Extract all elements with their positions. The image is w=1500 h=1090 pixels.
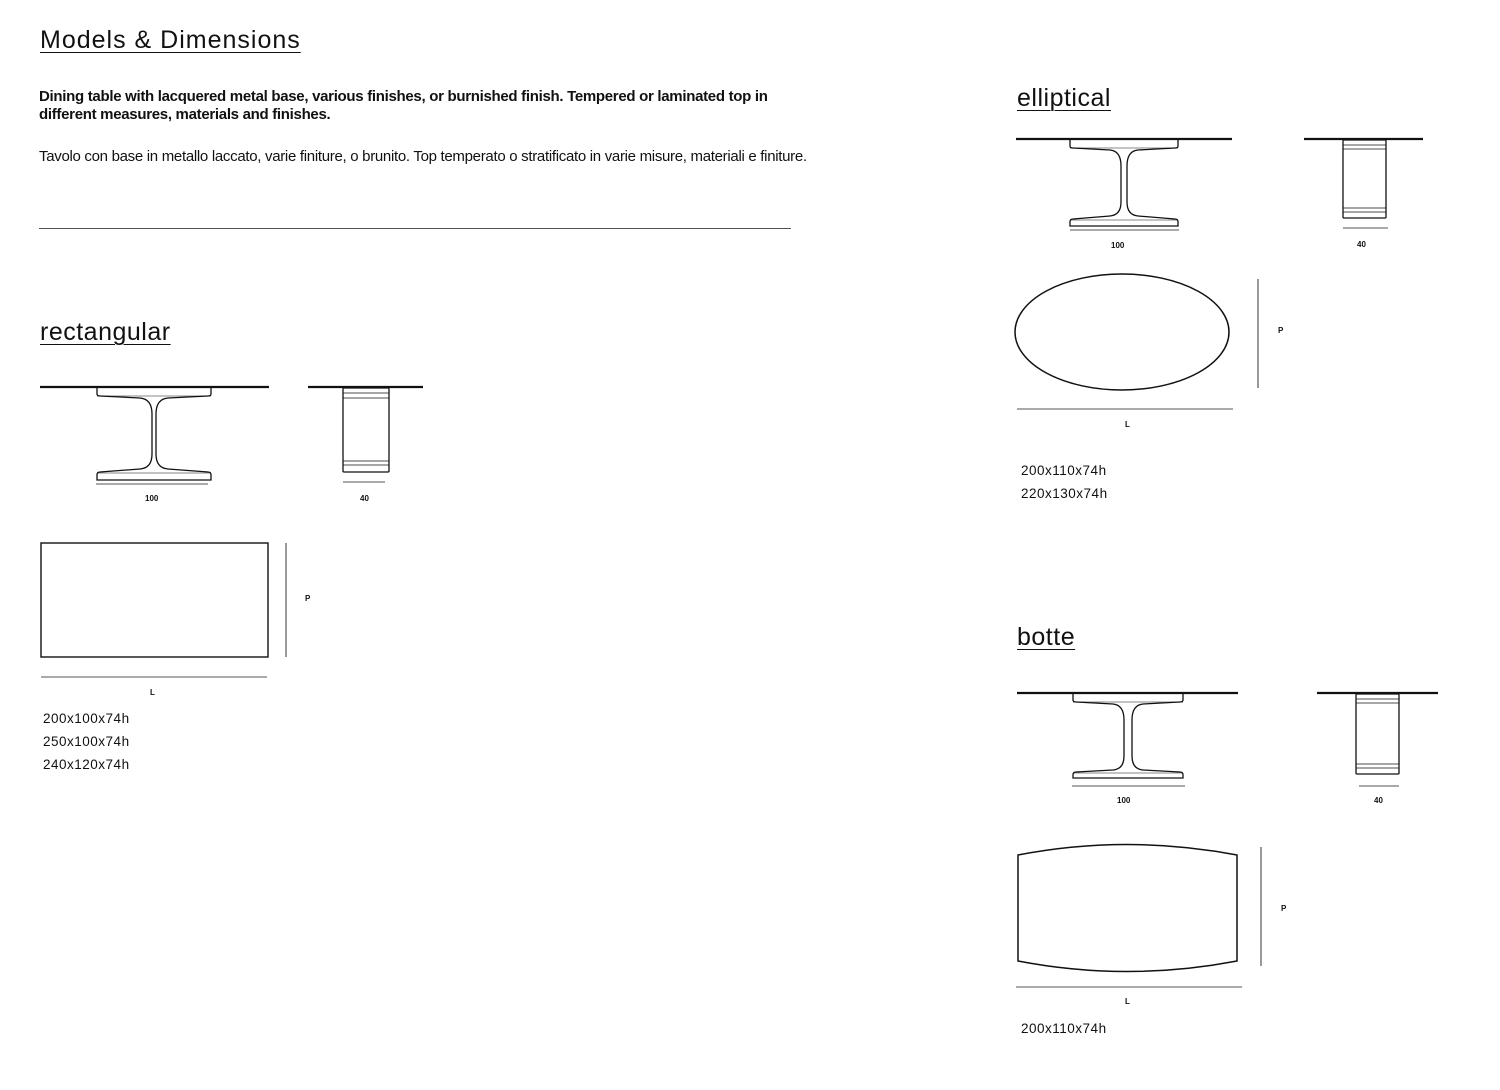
length-label: L — [150, 688, 155, 697]
front-width-label: 100 — [1117, 796, 1131, 805]
side-width-label: 40 — [1374, 796, 1383, 805]
size-list — [1021, 459, 1108, 505]
depth-label: P — [305, 594, 311, 603]
section-divider — [39, 228, 791, 229]
description-italian: Tavolo con base in metallo laccato, varie finiture, o brunito. Top temperato o stratificato in varie misure, materiali e finiture. — [39, 148, 807, 165]
size-list — [1021, 1017, 1107, 1040]
side-width-label: 40 — [360, 494, 369, 503]
top-view-ellipse-drawing — [1014, 270, 1264, 415]
top-view-barrel-drawing — [1015, 844, 1280, 989]
size-item: 220x130x74h — [1021, 486, 1108, 501]
size-item: 200x100x74h — [43, 711, 130, 726]
size-list — [43, 707, 130, 776]
side-width-label: 40 — [1357, 240, 1366, 249]
model-title-elliptical: elliptical — [1017, 84, 1111, 112]
front-view-drawing — [40, 384, 270, 494]
description-english: Dining table with lacquered metal base, various finishes, or burnished finish. Tempered or laminated top in different measures, materials and finishes. — [39, 88, 768, 123]
size-item: 250x100x74h — [43, 734, 130, 749]
side-view-drawing — [1304, 136, 1429, 236]
page-title: Models & Dimensions — [40, 26, 301, 54]
front-width-label: 100 — [1111, 241, 1125, 250]
front-width-label: 100 — [145, 494, 159, 503]
side-view-drawing — [1317, 690, 1442, 790]
size-item: 200x110x74h — [1021, 463, 1107, 478]
length-label: L — [1125, 420, 1130, 429]
side-view-drawing — [308, 384, 428, 494]
model-title-rectangular: rectangular — [40, 318, 171, 346]
front-view-drawing — [1017, 690, 1242, 790]
length-label: L — [1125, 997, 1130, 1006]
size-item: 240x120x74h — [43, 757, 130, 772]
front-view-drawing — [1016, 136, 1236, 236]
depth-label: P — [1281, 904, 1287, 913]
top-view-rectangle-drawing — [40, 540, 290, 680]
model-title-botte: botte — [1017, 623, 1076, 651]
depth-label: P — [1278, 326, 1284, 335]
size-item: 200x110x74h — [1021, 1021, 1107, 1036]
